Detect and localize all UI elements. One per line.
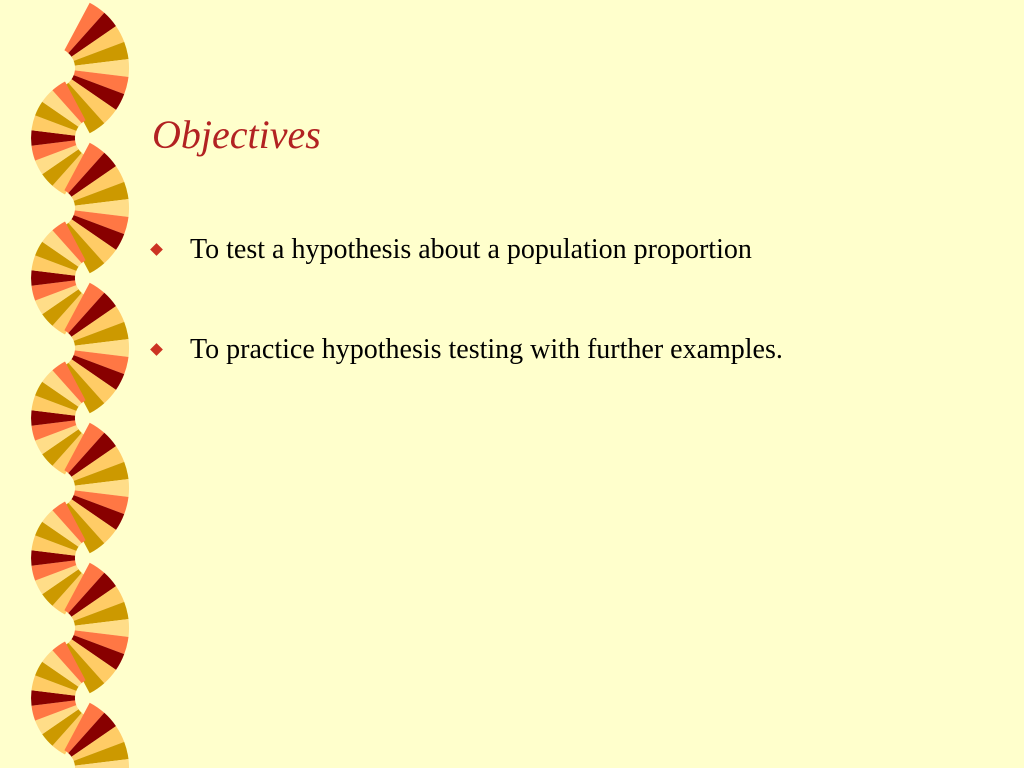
bullet-text: To practice hypothesis testing with further examples. — [190, 334, 783, 365]
bullet-item — [152, 226, 992, 326]
fan-wave-border-decoration — [0, 0, 140, 768]
bullet-item — [152, 326, 992, 426]
diamond-bullet-icon — [150, 243, 163, 256]
bullet-list — [152, 226, 992, 426]
diamond-bullet-icon — [150, 343, 163, 356]
bullet-text: To test a hypothesis about a population proportion — [190, 234, 752, 265]
slide-title: Objectives — [152, 112, 321, 157]
